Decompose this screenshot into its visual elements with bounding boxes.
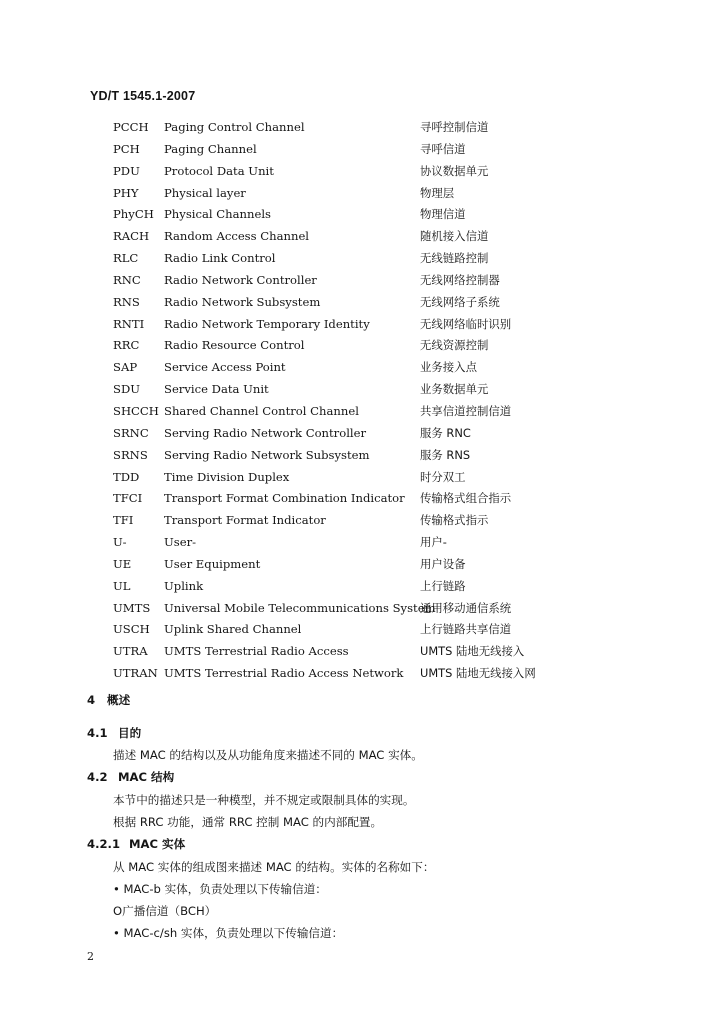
abbreviation-row: [0, 314, 728, 336]
abbreviation-english: UMTS Terrestrial Radio Access Network: [164, 666, 404, 681]
abbreviation-term: SHCCH: [113, 403, 159, 418]
abbreviation-term: RACH: [113, 229, 150, 244]
abbreviation-english: Protocol Data Unit: [164, 163, 274, 178]
abbreviation-english: User Equipment: [164, 556, 261, 571]
abbreviation-row: [0, 401, 728, 423]
abbreviation-english: Uplink: [164, 578, 204, 593]
abbreviation-term: TFCI: [113, 491, 143, 506]
abbreviation-chinese: 物理层: [420, 185, 455, 200]
abbreviation-row: [0, 248, 728, 270]
abbreviation-term: RNTI: [113, 316, 145, 331]
abbreviation-row: [0, 576, 728, 598]
abbreviation-row: [0, 204, 728, 226]
abbreviation-english: Transport Format Indicator: [164, 513, 326, 528]
section-4-1-heading: [87, 725, 141, 741]
section-title: 概述: [107, 693, 131, 707]
section-title: MAC 实体: [129, 837, 186, 851]
abbreviation-row: [0, 663, 728, 685]
abbreviation-row: [0, 139, 728, 161]
abbreviation-english: Paging Control Channel: [164, 120, 305, 134]
abbreviation-english: Shared Channel Control Channel: [164, 403, 359, 418]
abbreviation-term: PDU: [113, 163, 140, 178]
bullet-mac-b: • MAC-b 实体，负责处理以下传输信道：: [113, 882, 327, 896]
abbreviation-chinese: 协议数据单元: [420, 163, 489, 178]
bullet-broadcast-channel: O广播信道（BCH）: [113, 904, 217, 918]
abbreviation-chinese: 用户设备: [420, 556, 466, 571]
abbreviation-chinese: 寻呼信道: [420, 141, 466, 156]
abbreviation-chinese: 无线网络临时识别: [420, 316, 512, 331]
abbreviation-row: [0, 445, 728, 467]
abbreviation-english: Random Access Channel: [164, 229, 310, 244]
section-number: 4.2.1: [87, 837, 121, 851]
abbreviation-chinese: 物理信道: [420, 207, 466, 222]
abbreviation-english: Physical layer: [164, 185, 246, 200]
abbreviation-term: SDU: [113, 382, 141, 397]
abbreviation-chinese: 时分双工: [420, 469, 466, 484]
abbreviation-english: UMTS Terrestrial Radio Access: [164, 644, 349, 659]
abbreviation-chinese: UMTS 陆地无线接入网: [420, 666, 536, 681]
abbreviation-chinese: 上行链路: [420, 578, 466, 593]
abbreviation-term: U-: [113, 535, 127, 550]
abbreviation-term: RNC: [113, 272, 141, 287]
abbreviation-row: [0, 554, 728, 576]
abbreviation-term: UE: [113, 556, 132, 571]
bullet-mac-c-sh: • MAC-c/sh 实体，负责处理以下传输信道：: [113, 926, 344, 940]
abbreviation-row: [0, 488, 728, 510]
abbreviation-english: Service Data Unit: [164, 382, 269, 397]
abbreviation-chinese: 无线链路控制: [420, 251, 489, 266]
abbreviation-list: [0, 117, 728, 685]
section-title: 目的: [118, 726, 142, 740]
abbreviation-term: RLC: [113, 251, 139, 266]
section-number: 4: [87, 693, 96, 707]
abbreviation-row: [0, 379, 728, 401]
section-4-2-heading: [87, 769, 174, 785]
abbreviation-term: USCH: [113, 622, 150, 637]
abbreviation-chinese: 无线网络子系统: [420, 294, 500, 309]
abbreviation-chinese: 服务 RNS: [420, 447, 471, 462]
abbreviation-chinese: 传输格式组合指示: [420, 491, 512, 506]
abbreviation-chinese: 共享信道控制信道: [420, 403, 512, 418]
abbreviation-chinese: 通用移动通信系统: [420, 600, 512, 615]
abbreviation-term: UMTS: [113, 600, 151, 615]
abbreviation-row: [0, 619, 728, 641]
abbreviation-term: RNS: [113, 294, 140, 309]
abbreviation-english: Paging Channel: [164, 141, 257, 156]
abbreviation-english: Radio Network Temporary Identity: [164, 316, 370, 331]
abbreviation-term: UL: [113, 578, 131, 593]
abbreviation-english: Serving Radio Network Controller: [164, 425, 367, 440]
abbreviation-row: [0, 117, 728, 139]
section-4-2-1-paragraph: 从 MAC 实体的组成图来描述 MAC 的结构。实体的名称如下：: [113, 860, 435, 874]
section-4-1-paragraph: 描述 MAC 的结构以及从功能角度来描述不同的 MAC 实体。: [113, 748, 423, 762]
section-number: 4.2: [87, 770, 108, 784]
abbreviation-chinese: 无线资源控制: [420, 338, 489, 353]
abbreviation-term: RRC: [113, 338, 140, 353]
abbreviation-chinese: 无线网络控制器: [420, 272, 500, 287]
section-4-2-paragraph-1: 本节中的描述只是一种模型，并不规定或限制具体的实现。: [113, 793, 415, 807]
abbreviation-row: [0, 270, 728, 292]
abbreviation-row: [0, 467, 728, 489]
abbreviation-row: [0, 292, 728, 314]
section-title: MAC 结构: [118, 770, 175, 784]
abbreviation-chinese: 随机接入信道: [420, 229, 489, 244]
abbreviation-row: [0, 510, 728, 532]
abbreviation-english: Radio Network Subsystem: [164, 294, 321, 309]
abbreviation-term: TFI: [113, 513, 134, 528]
abbreviation-term: SRNS: [113, 447, 148, 462]
abbreviation-row: [0, 532, 728, 554]
abbreviation-term: TDD: [113, 469, 140, 484]
abbreviation-english: Time Division Duplex: [164, 469, 290, 484]
abbreviation-row: [0, 161, 728, 183]
abbreviation-english: Uplink Shared Channel: [164, 622, 302, 637]
abbreviation-english: Radio Resource Control: [164, 338, 305, 353]
abbreviation-english: Service Access Point: [164, 360, 286, 375]
section-4-2-paragraph-2: 根据 RRC 功能，通常 RRC 控制 MAC 的内部配置。: [113, 815, 383, 829]
abbreviation-chinese: 传输格式指示: [420, 513, 489, 528]
abbreviation-row: [0, 641, 728, 663]
abbreviation-english: Radio Network Controller: [164, 272, 317, 287]
abbreviation-chinese: 服务 RNC: [420, 425, 471, 440]
section-4-2-1-heading: [87, 836, 185, 852]
abbreviation-term: PCH: [113, 141, 140, 156]
abbreviation-term: PhyCH: [113, 207, 154, 222]
abbreviation-chinese: UMTS 陆地无线接入: [420, 644, 525, 659]
abbreviation-row: [0, 357, 728, 379]
abbreviation-english: Transport Format Combination Indicator: [164, 491, 405, 506]
abbreviation-row: [0, 226, 728, 248]
document-header: YD/T 1545.1-2007: [90, 89, 196, 103]
section-number: 4.1: [87, 726, 108, 740]
abbreviation-term: UTRA: [113, 644, 148, 659]
abbreviation-term: UTRAN: [113, 666, 158, 681]
abbreviation-row: [0, 335, 728, 357]
abbreviation-chinese: 业务接入点: [420, 360, 477, 375]
abbreviation-row: [0, 598, 728, 620]
section-4-heading: [87, 692, 130, 708]
abbreviation-row: [0, 183, 728, 205]
abbreviation-term: PCCH: [113, 120, 149, 134]
abbreviation-english: Serving Radio Network Subsystem: [164, 447, 370, 462]
abbreviation-term: SRNC: [113, 425, 149, 440]
abbreviation-english: Universal Mobile Telecommunications System: [164, 600, 436, 615]
page-number: 2: [87, 950, 94, 963]
abbreviation-chinese: 业务数据单元: [420, 382, 489, 397]
abbreviation-english: Physical Channels: [164, 207, 271, 222]
abbreviation-english: User-: [164, 535, 197, 550]
abbreviation-chinese: 用户-: [420, 535, 447, 550]
abbreviation-chinese: 寻呼控制信道: [420, 120, 489, 134]
abbreviation-term: SAP: [113, 360, 138, 375]
abbreviation-row: [0, 423, 728, 445]
abbreviation-chinese: 上行链路共享信道: [420, 622, 512, 637]
abbreviation-english: Radio Link Control: [164, 251, 276, 266]
abbreviation-term: PHY: [113, 185, 139, 200]
